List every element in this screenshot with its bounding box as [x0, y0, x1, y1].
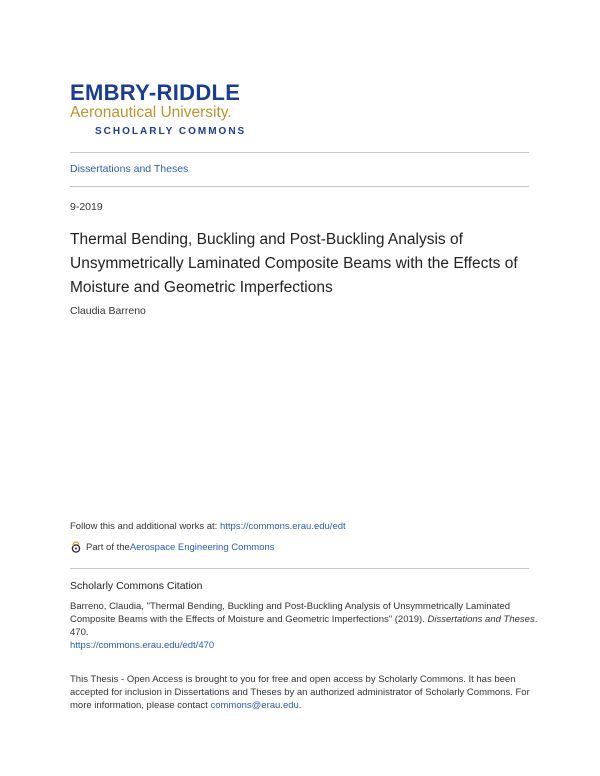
citation-url-link[interactable]: https://commons.erau.edu/edt/470	[70, 640, 215, 651]
logo-aeronautical-university: Aeronautical University.	[70, 104, 232, 121]
contact-email-link[interactable]: commons@erau.edu	[210, 700, 299, 711]
document-title: Thermal Bending, Buckling and Post-Buckling Analysis of Unsymmetrically Laminated Composite Beams with the Effects of Moisture and Geometric Imperfections	[70, 231, 518, 296]
divider	[70, 152, 529, 153]
aerospace-commons-link[interactable]: Aerospace Engineering Commons	[129, 541, 275, 553]
logo-embry-riddle: EMBRY-RIDDLE	[70, 80, 241, 105]
access-notice-end: .	[298, 700, 302, 711]
collection-url-link[interactable]: https://commons.erau.edu/edt	[219, 521, 346, 532]
citation-heading: Scholarly Commons Citation	[70, 580, 203, 592]
follow-line	[70, 521, 346, 532]
divider	[70, 568, 529, 569]
part-of-text: Part of the	[86, 541, 130, 553]
follow-text: Follow this and additional works at:	[70, 521, 220, 532]
logo-scholarly-commons: SCHOLARLY COMMONS	[95, 126, 247, 137]
access-notice	[70, 673, 540, 712]
access-notice-text: This Thesis - Open Access is brought to you for free and open access by Scholarly Commons. It has been accepted for inclusion in Dissertations and Theses by an authorized administrator of Scholarly Commons. For more information, please contact	[70, 674, 530, 711]
citation-series: Dissertations and Theses	[427, 614, 535, 625]
citation-body	[70, 600, 540, 652]
open-access-icon	[70, 541, 82, 553]
citation-number: . 470.	[70, 614, 538, 638]
divider	[70, 186, 529, 187]
collection-link[interactable]: Dissertations and Theses	[70, 163, 189, 175]
citation-text: Barreno, Claudia, "Thermal Bending, Buckling and Post-Buckling Analysis of Unsymmetrically Laminated Composite Beams with the Effects of Moisture and Geometric Imperfections" (2019).	[70, 601, 511, 625]
publication-date: 9-2019	[70, 201, 103, 213]
part-of-line	[70, 541, 275, 553]
author-name: Claudia Barreno	[70, 305, 146, 317]
